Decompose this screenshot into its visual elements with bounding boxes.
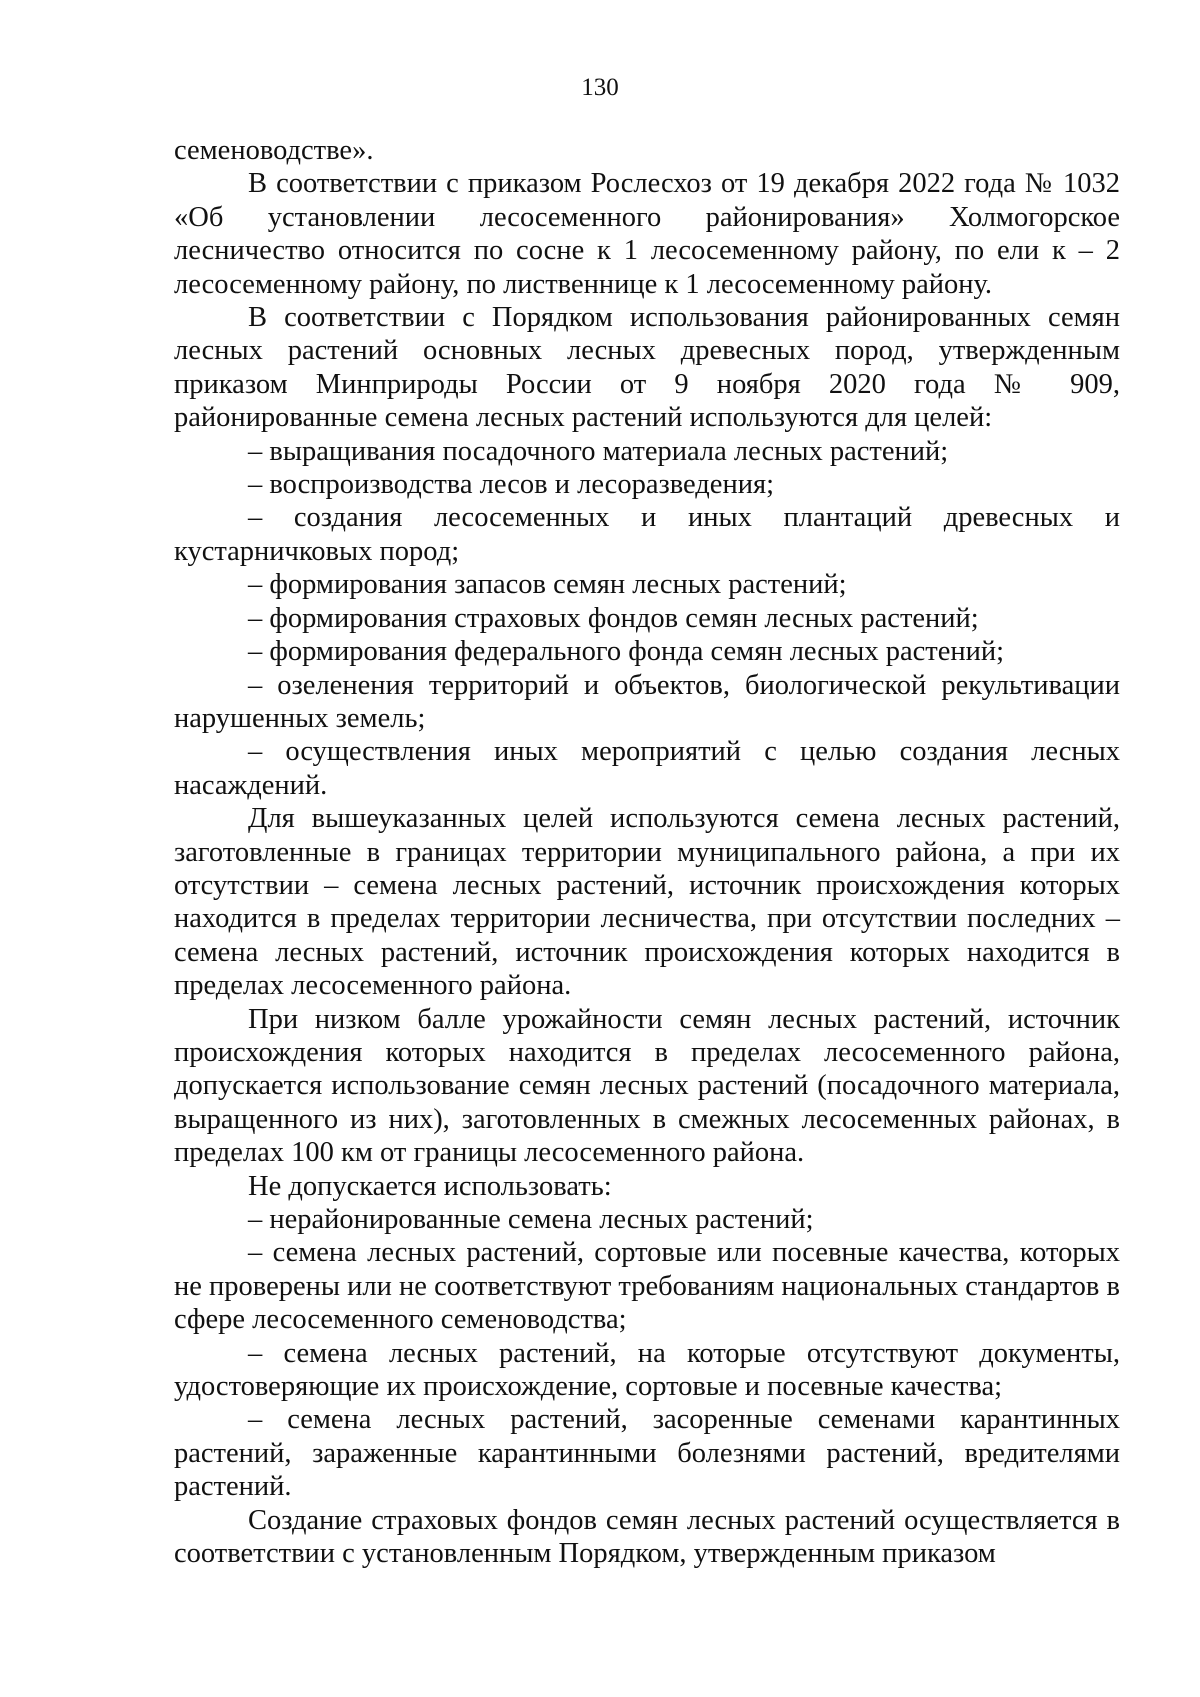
list-item: – формирования запасов семян лесных растений;	[248, 569, 847, 601]
list-item: – создания лесосеменных и иных плантаций древесных и кустарничковых пород;	[174, 502, 1120, 567]
paragraph-seed-zoning: В соответствии с приказом Рослесхоз от 19 декабря 2022 года № 1032 «Об установлении лесосеменного районирования» Холмогорское лесничество относится по сосне к 1 лесосеменному району, по ели к – 2 лесосеменному району, по лиственнице к 1 лесосеменному району.	[174, 168, 1120, 300]
list-item: – формирования федерального фонда семян лесных растений;	[248, 636, 1005, 668]
list-item: – семена лесных растений, сортовые или посевные качества, которых не проверены или не соответствуют требованиям национальных стандартов в сфере лесосеменного семеноводства;	[174, 1237, 1120, 1336]
document-body	[174, 134, 1120, 1570]
list-item: – воспроизводства лесов и лесоразведения;	[248, 469, 774, 501]
list-item: – выращивания посадочного материала лесных растений;	[248, 435, 949, 467]
list-item: – осуществления иных мероприятий с целью создания лесных насаждений.	[174, 736, 1120, 801]
paragraph-prohibited-heading: Не допускается использовать:	[248, 1170, 612, 1202]
list-item: – семена лесных растений, засоренные семенами карантинных растений, зараженные карантинными болезнями растений, вредителями растений.	[174, 1404, 1120, 1503]
paragraph-continuation: семеноводстве».	[174, 135, 374, 166]
paragraph-usage-order: В соответствии с Порядком использования районированных семян лесных растений основных лесных древесных пород, утвержденным приказом Минприроды России от 9 ноября 2020 года № 909, районированные семена лесных растений используются для целей:	[174, 302, 1120, 434]
list-item: – нерайонированные семена лесных растений;	[248, 1204, 814, 1235]
paragraph-low-yield: При низком балле урожайности семян лесных растений, источник происхождения которых находится в пределах лесосеменного района, допускается использование семян лесных растений (посадочного материала, выращенного из них), заготовленных в смежных лесосеменных районах, в пределах 100 км от границы лесосеменного района.	[174, 1003, 1120, 1169]
list-item: – формирования страховых фондов семян лесных растений;	[248, 602, 979, 634]
list-item: – семена лесных растений, на которые отсутствуют документы, удостоверяющие их происхождение, сортовые и посевные качества;	[174, 1337, 1120, 1403]
page-number: 130	[581, 74, 619, 101]
paragraph-seed-sources: Для вышеуказанных целей используются семена лесных растений, заготовленные в границах территории муниципального района, а при их отсутствии – семена лесных растений, источник происхождения которых находится в пределах территории лесничества, при отсутствии последних – семена лесных растений, источник происхождения которых находится в пределах лесосеменного района.	[174, 803, 1120, 1002]
paragraph-insurance-funds: Создание страховых фондов семян лесных растений осуществляется в соответствии с установленным Порядком, утвержденным приказом	[174, 1504, 1120, 1570]
list-item: – озеленения территорий и объектов, биологической рекультивации нарушенных земель;	[174, 669, 1120, 734]
